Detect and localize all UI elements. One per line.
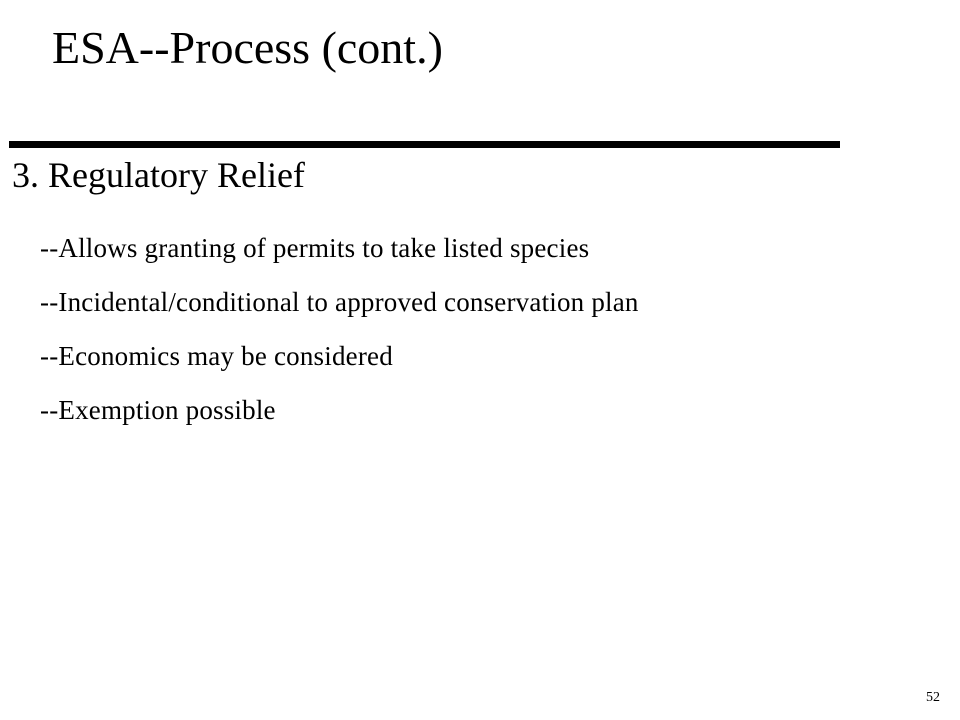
- bullet-item-exemption: --Exemption possible: [40, 395, 276, 425]
- section-heading: 3. Regulatory Relief: [12, 155, 305, 195]
- bullet-item-economics: --Economics may be considered: [40, 341, 393, 371]
- bullet-item-permits: --Allows granting of permits to take listed species: [40, 233, 590, 263]
- bullet-item-incidental: --Incidental/conditional to approved conservation plan: [40, 287, 639, 317]
- slide-title: ESA--Process (cont.): [52, 22, 443, 73]
- title-underline-rule: [9, 141, 840, 148]
- bullet-list: [40, 221, 639, 437]
- slide-number: 52: [926, 690, 940, 705]
